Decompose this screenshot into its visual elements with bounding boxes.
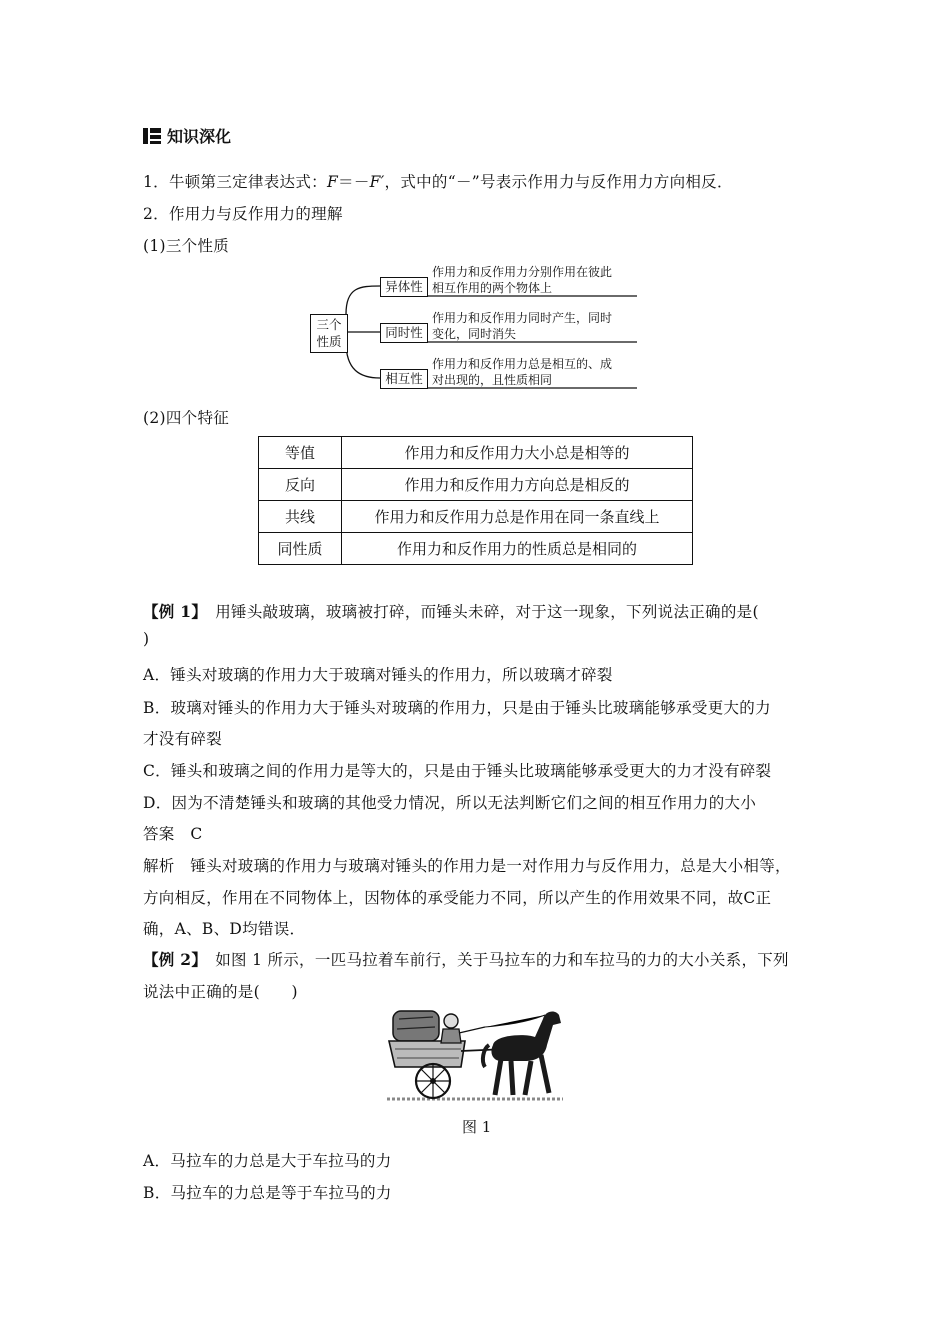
example1-option-c: C．锤头和玻璃之间的作用力是等大的，只是由于锤头比玻璃能够承受更大的力才没有碎裂 <box>143 762 772 780</box>
paragraph-understanding: 2．作用力与反作用力的理解 <box>143 205 343 223</box>
section-bars-icon <box>143 128 161 144</box>
branch-description: 作用力和反作用力同时产生，同时 变化，同时消失 <box>432 311 613 341</box>
example2-option-a: A．马拉车的力总是大于车拉马的力 <box>143 1152 392 1170</box>
section-heading <box>143 124 231 147</box>
example1-analysis-cont: 方向相反，作用在不同物体上，因物体的承受能力不同，所以产生的作用效果不同，故C正 <box>143 889 772 907</box>
example1-answer: 答案 C <box>143 825 203 843</box>
paragraph-law-expression: 1．牛顿第三定律表达式：F＝－F′，式中的“－”号表示作用力与反作用力方向相反． <box>143 173 733 191</box>
example2-option-b: B．马拉车的力总是等于车拉马的力 <box>143 1184 392 1202</box>
properties-diagram <box>300 262 645 394</box>
branch-label-box: 同时性 <box>380 323 428 343</box>
features-table <box>258 436 693 565</box>
example1-analysis-end: 确，A、B、D均错误． <box>143 920 306 938</box>
horse-cart-illustration <box>385 1005 567 1103</box>
example1-option-d: D．因为不清楚锤头和玻璃的其他受力情况，所以无法判断它们之间的相互作用力的大小 <box>143 794 757 812</box>
example1-option-b: B．玻璃对锤头的作用力大于锤头对玻璃的作用力，只是由于锤头比玻璃能够承受更大的力 <box>143 699 771 717</box>
example1-stem-end: ) <box>143 630 150 648</box>
branch-label-box: 异体性 <box>380 277 428 297</box>
table-row: 共线 作用力和反作用力总是作用在同一条直线上 <box>259 501 693 533</box>
paragraph-four-features: (2)四个特征 <box>143 409 230 427</box>
table-row: 等值 作用力和反作用力大小总是相等的 <box>259 437 693 469</box>
example1-option-a: A．锤头对玻璃的作用力大于玻璃对锤头的作用力，所以玻璃才碎裂 <box>143 666 613 684</box>
table-row: 反向 作用力和反作用力方向总是相反的 <box>259 469 693 501</box>
example2-stem-end: 说法中正确的是( ) <box>143 983 298 1001</box>
example1-option-b-cont: 才没有碎裂 <box>143 730 223 748</box>
example2-stem: 【例 2】 如图 1 所示，一匹马拉着车前行，关于马拉车的力和车拉马的力的大小关系，下列 <box>143 950 789 969</box>
horse-cart-figure <box>385 1005 567 1103</box>
example1-analysis: 解析 锤头对玻璃的作用力与玻璃对锤头的作用力是一对作用力与反作用力，总是大小相等， <box>143 857 791 875</box>
branch-label-box: 相互性 <box>380 369 428 389</box>
figure-caption: 图 1 <box>462 1118 492 1136</box>
diagram-root-box: 三个 性质 <box>310 314 348 353</box>
paragraph-three-properties: (1)三个性质 <box>143 237 230 255</box>
branch-description: 作用力和反作用力总是相互的、成 对出现的，且性质相同 <box>432 357 613 387</box>
branch-description: 作用力和反作用力分别作用在彼此 相互作用的两个物体上 <box>432 265 613 295</box>
section-title: 知识深化 <box>167 127 232 146</box>
table-row: 同性质 作用力和反作用力的性质总是相同的 <box>259 533 693 565</box>
example1-stem: 【例 1】 用锤头敲玻璃，玻璃被打碎，而锤头未碎，对于这一现象，下列说法正确的是( <box>143 602 759 621</box>
